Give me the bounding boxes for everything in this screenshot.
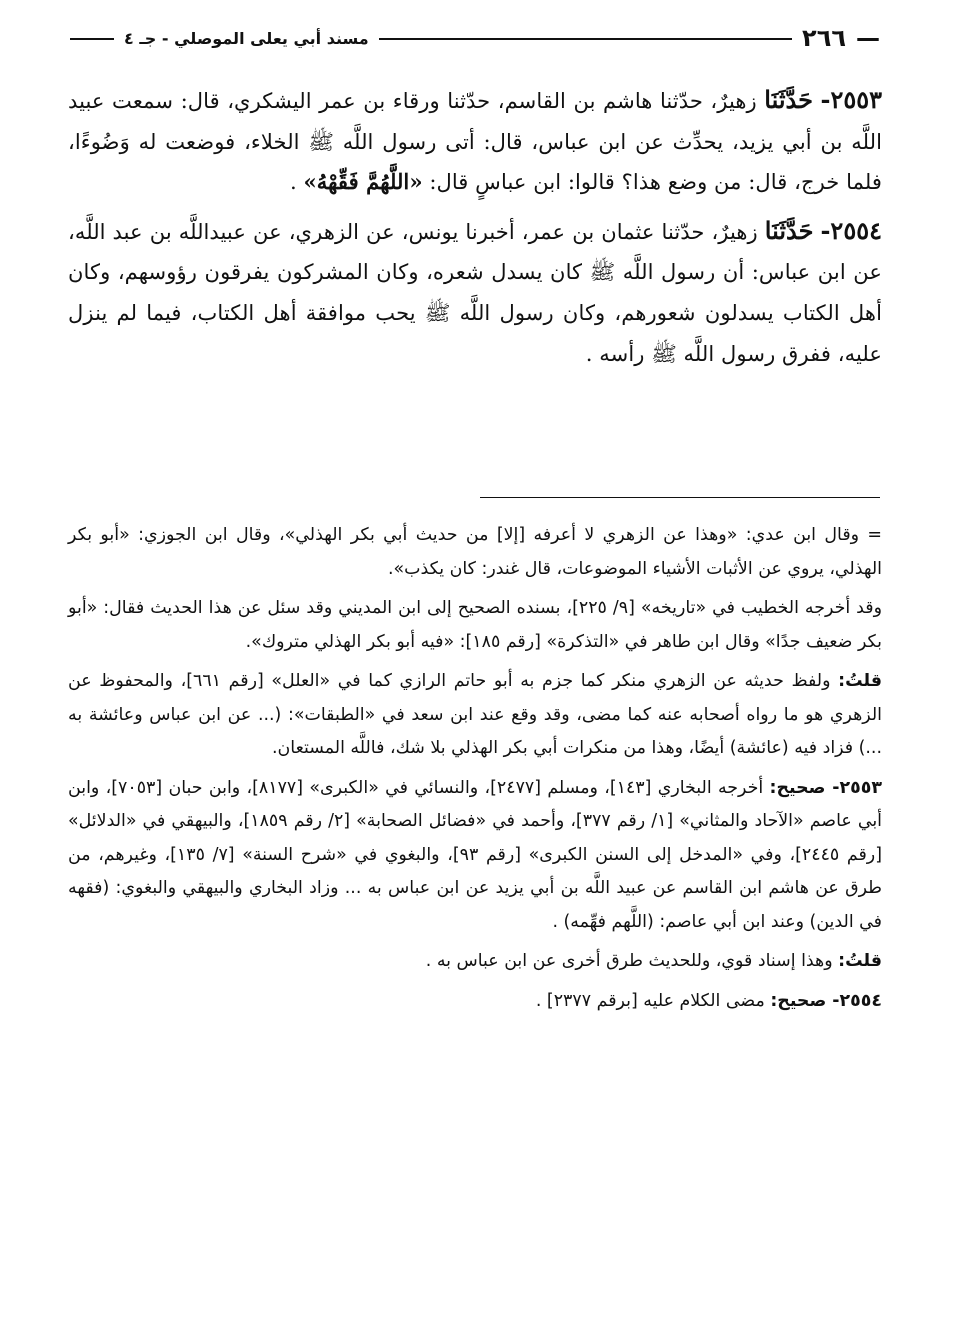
header-dash: —	[856, 24, 880, 52]
hadith-lead: حَدَّثَنَا	[764, 85, 813, 114]
footnote-continuation: = وقال ابن عدي: «وهذا عن الزهري لا أعرفه [إلا] من حديث أبي بكر الهذلي»، وقال ابن الجوزي: «أبو بكر الهذلي، يروي عن الأثبات الأشياء الموضوعات، قال غندر: كان يكذب».	[68, 525, 882, 579]
hadith-body: زهيرٌ، حدّثنا هاشم بن القاسم، حدّثنا ورقاء بن عمر اليشكري، قال: سمعت عبيد اللَّه بن أبي يزيد، يحدِّث عن ابن عباس، قال: أتى رسول اللَّه ﷺ الخلاء، فوضعت له وَضُوءًا، فلما خرج، قال: من وضع هذا؟ قالوا: ابن عباسٍ قال:	[68, 88, 882, 195]
header-rule	[379, 38, 792, 40]
comment-label: قلتُ:	[838, 671, 882, 691]
page-number: ٢٦٦	[802, 24, 846, 52]
takhrij-2554	[68, 985, 882, 1019]
hadith-number: ٢٥٥٣-	[820, 85, 882, 114]
takhrij-text: أخرجه البخاري [١٤٣]، ومسلم [٢٤٧٧]، والنسائي في «الكبرى» [٨١٧٧]، وابن حبان [٧٠٥٣]، وابن أبي عاصم «الآحاد والمثاني» [١/ رقم ٣٧٧]، وأحمد في «فضائل الصحابة» [٢/ رقم ١٨٥٩]، والبيهقي في «الدلائل» [رقم ٢٤٤٥]، وفي «المدخل إلى السنن الكبرى» [رقم ٩٣]، والبغوي في «شرح السنة» [٧/ ١٣٥]، وغيرهم، من طرق عن هاشم ابن القاسم عن عبيد اللَّه بن أبي يزيد عن ابن عباس به ... وزاد البخاري والبيهقي والبغوي: (فقهه في الدين) وعند ابن أبي عاصم: (اللَّهم فهِّمه) .	[68, 777, 882, 932]
header-rule-end	[70, 38, 114, 40]
takhrij-text: مضى الكلام عليه [برقم ٢٣٧٧] .	[535, 990, 765, 1011]
footnote-divider	[480, 497, 880, 498]
takhrij-label: ٢٥٥٤- صحيح:	[770, 990, 882, 1011]
comment-text: وهذا إسناد قوي، وللحديث طرق أخرى عن ابن عباس به .	[425, 951, 833, 971]
footnote-comment-2	[68, 945, 882, 979]
takhrij-2553	[68, 772, 882, 940]
takhrij-label: ٢٥٥٣- صحيح:	[769, 777, 882, 798]
footnote-comment	[68, 665, 882, 766]
book-title: مسند أبي يعلى الموصلي - جـ ٤	[124, 28, 369, 48]
hadith-2553	[68, 80, 882, 203]
footnote-khatib: وقد أخرجه الخطيب في «تاريخه» [٩/ ٢٢٥]، بسنده الصحيح إلى ابن المديني وقد سئل عن هذا الحديث فقال: «أبو بكر ضعيف جدًا» وقال ابن طاهر في «التذكرة» [رقم ١٨٥]: «فيه أبو بكر الهذلي متروك».	[68, 598, 883, 652]
hadith-lead: حَدَّثَنَا	[764, 215, 814, 245]
hadith-end: .	[290, 169, 304, 195]
footnotes	[68, 519, 882, 1024]
hadith-number: ٢٥٥٤-	[820, 215, 882, 245]
running-header	[70, 22, 880, 54]
hadith-2554	[68, 211, 882, 374]
hadith-body: زهيرٌ، حدّثنا عثمان بن عمر، أخبرنا يونس، عن الزهري، عن عبيداللَّه بن عبد اللَّه، عن ابن عباس: أن رسول اللَّه ﷺ كان يسدل شعره، وكان المشركون يفرقون رؤوسهم، وكان أهل الكتاب يسدلون شعورهم، وكان رسول اللَّه ﷺ يحب موافقة أهل الكتاب، فيما لم ينزل عليه، ففرق رسول اللَّه ﷺ رأسه .	[68, 218, 882, 366]
hadith-text	[68, 80, 882, 382]
hadith-quote: «اللَّهُمَّ فَقِّهْهُ»	[303, 169, 423, 195]
comment-label: قلتُ:	[838, 951, 882, 971]
comment-text: ولفظ حديثه عن الزهري منكر كما جزم به أبو حاتم الرازي كما في «العلل» [رقم ٦٦١]، والمحفوظ عن الزهري هو ما رواه أصحابه عنه كما مضى، وقد وقع عند ابن سعد في «الطبقات»: (... عن ابن عباس وعائشة به ...) فزاد فيه (عائشة) أيضًا، وهذا من منكرات أبي بكر الهذلي بلا شك، فاللَّه المستعان.	[68, 671, 882, 758]
